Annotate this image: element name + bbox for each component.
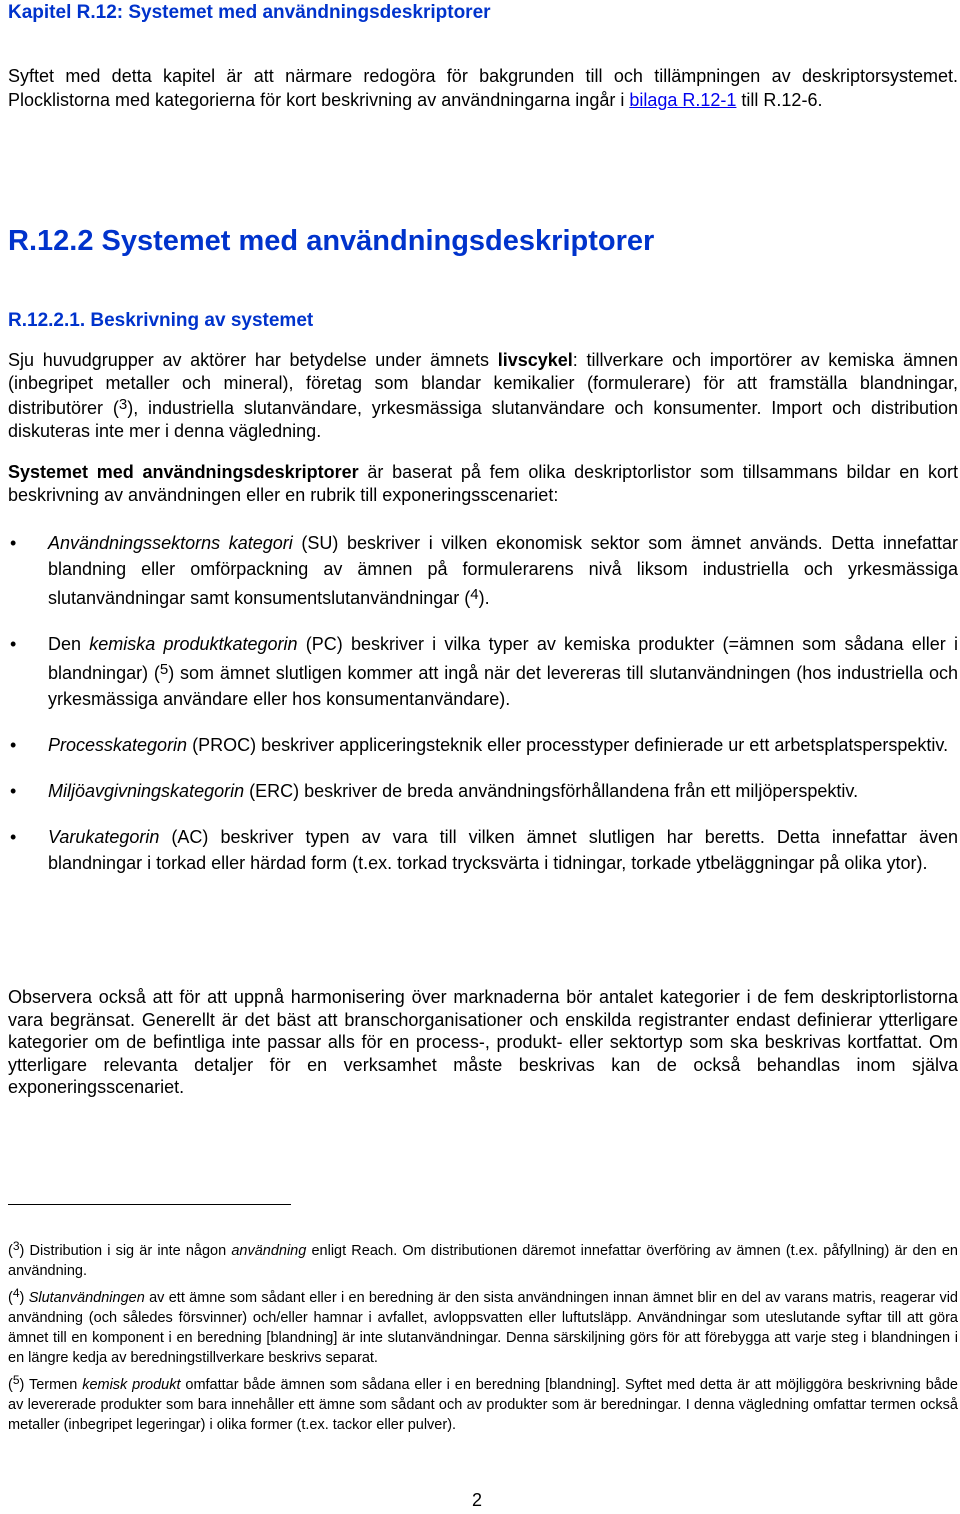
footnote-4: ($^4$) Slutanvändningen av ett ämne som sådant eller i en beredning är den sista användningen innan ämnet blir en del av varans matris, reagerar vid användning (och således försvinner) och/eller hamnar i avfallet, avloppsvatten eller luftutsläpp. Användningar som uteslutande syftar till att göra ämnet till en komponent i en beredning [blandning] är inte slutanvändningar. Denna särskiljning görs för att förebygga att varje steg i blandningen i en längre kedja av beredningstillverkare beskrivs separat. <box>8 1286 959 1366</box>
footnote-divider <box>8 1204 291 1205</box>
category-term: Miljöavgivningskategorin <box>48 781 245 801</box>
bullet-icon: • <box>10 827 17 847</box>
chapter-title: Kapitel R.12: Systemet med användningsdeskriptorer <box>8 2 491 23</box>
system-term: Systemet med användningsdeskriptorer <box>8 462 359 482</box>
actors-paragraph: Sju huvudgrupper av aktörer har betydelse under ämnets livscykel: tillverkare och importörer av kemiska ämnen (inbegripet metaller och mineral), företag som blandar kemikalier (formulerare) för att framställa blandningar, distributörer ($^3$), industriella slutanvändare, yrkesmässiga slutanvändare och konsumenter. Import och distribution diskuteras inte mer i denna vägledning. <box>8 350 959 441</box>
harmonisation-paragraph: Observera också att för att uppnå harmonisering över marknaderna bör antalet kategorier i de fem deskriptorlistorna vara begränsat. Generellt är det bäst att branschorganisationer och enskilda registranter endast definierar ytterligare kategorier om de befintliga inte passar alls för en process-, produkt- eller sektortyp som ska beskrivas kortfattat. Om ytterligare relevanta detaljer för en verksamhet måste beskrivas kan de också behandlas inom själva exponeringsscenariet. <box>8 987 958 1097</box>
livscykel-term: livscykel <box>497 350 573 370</box>
list-item: • Varukategorin (AC) beskriver typen av vara till vilken ämnet slutligen har beretts. Detta innefattar även blandningar i torkad eller härdad form (t.ex. torkad trycksvärta i tidningar, torkade ytbeläggningar på olika ytor). <box>8 824 958 876</box>
sub-heading: R.12.2.1. Beskrivning av systemet <box>8 310 314 331</box>
list-item: • Den kemiska produktkategorin (PC) beskriver i vilka typer av kemiska produkter (=ämnen som sådana eller i blandningar) ($^5$) som ämnet slutligen kommer att ingå när det levereras till slutanvändningen (hos industriella och yrkesmässiga användare eller hos konsumentanvändare). <box>8 631 958 712</box>
section-heading: R.12.2 Systemet med användningsdeskriptorer <box>8 225 655 257</box>
bullet-icon: • <box>10 634 17 654</box>
footnotes <box>8 1236 958 1437</box>
intro-text: Syftet med detta kapitel är att närmare redogöra för bakgrunden till och tillämpningen av deskriptorsystemet. Plocklistorna med kategorierna för kort beskrivning av användningarna ingår i <box>8 66 958 110</box>
intro-paragraph <box>8 64 958 112</box>
bullet-icon: • <box>10 781 17 801</box>
footnote-ref[interactable]: 3 <box>118 396 128 413</box>
category-term: kemiska produktkategorin <box>89 634 298 654</box>
footnote-ref[interactable]: 4 <box>470 586 479 603</box>
footnote-ref[interactable]: 5 <box>159 661 169 678</box>
list-item: • Användningssektorns kategori (SU) beskriver i vilken ekonomisk sektor som ämnet används. Detta innefattar blandning eller omförpackning av ämnen på formulerarens nivå liksom industriella och yrkesmässiga slutanvändningar samt konsumentslutanvändningar ($^4$). <box>8 530 958 611</box>
system-paragraph: Systemet med användningsdeskriptorer är baserat på fem olika deskriptorlistor som tillsammans bildar en kort beskrivning av användningen eller en rubrik till exponeringsscenariet: <box>8 462 959 505</box>
bullet-icon: • <box>10 533 17 553</box>
intro-text-end: till R.12-6. <box>736 90 823 110</box>
footnote-5: ($^5$) Termen kemisk produkt omfattar både ämnen som sådana eller i en beredning [blandning]. Syftet med detta är att möjliggöra beskrivning både av levererade produkter som bara innehåller ett ämne som sådant och av produkter som är beredningar. I denna vägledning omfattar termen också metaller (inbegripet legeringar) i olika former (t.ex. tackor eller pulver). <box>8 1373 958 1433</box>
category-term: Användningssektorns kategori <box>48 533 293 553</box>
bullet-icon: • <box>10 735 17 755</box>
footnote-3: ($^3$) Distribution i sig är inte någon användning enligt Reach. Om distributionen däremot innefattar överföring av ämnen (t.ex. påfyllning) är den en användning. <box>8 1239 958 1279</box>
category-term: Varukategorin <box>48 827 160 847</box>
descriptor-list <box>8 530 958 896</box>
page-number: 2 <box>472 1490 483 1510</box>
list-item: • Miljöavgivningskategorin (ERC) beskriver de breda användningsförhållandena från ett miljöperspektiv. <box>8 778 958 804</box>
category-term: Processkategorin <box>48 735 188 755</box>
list-item: • Processkategorin (PROC) beskriver appliceringsteknik eller processtyper definierade ur ett arbetsplatsperspektiv. <box>8 732 958 758</box>
annex-link[interactable]: bilaga R.12-1 <box>629 90 737 110</box>
